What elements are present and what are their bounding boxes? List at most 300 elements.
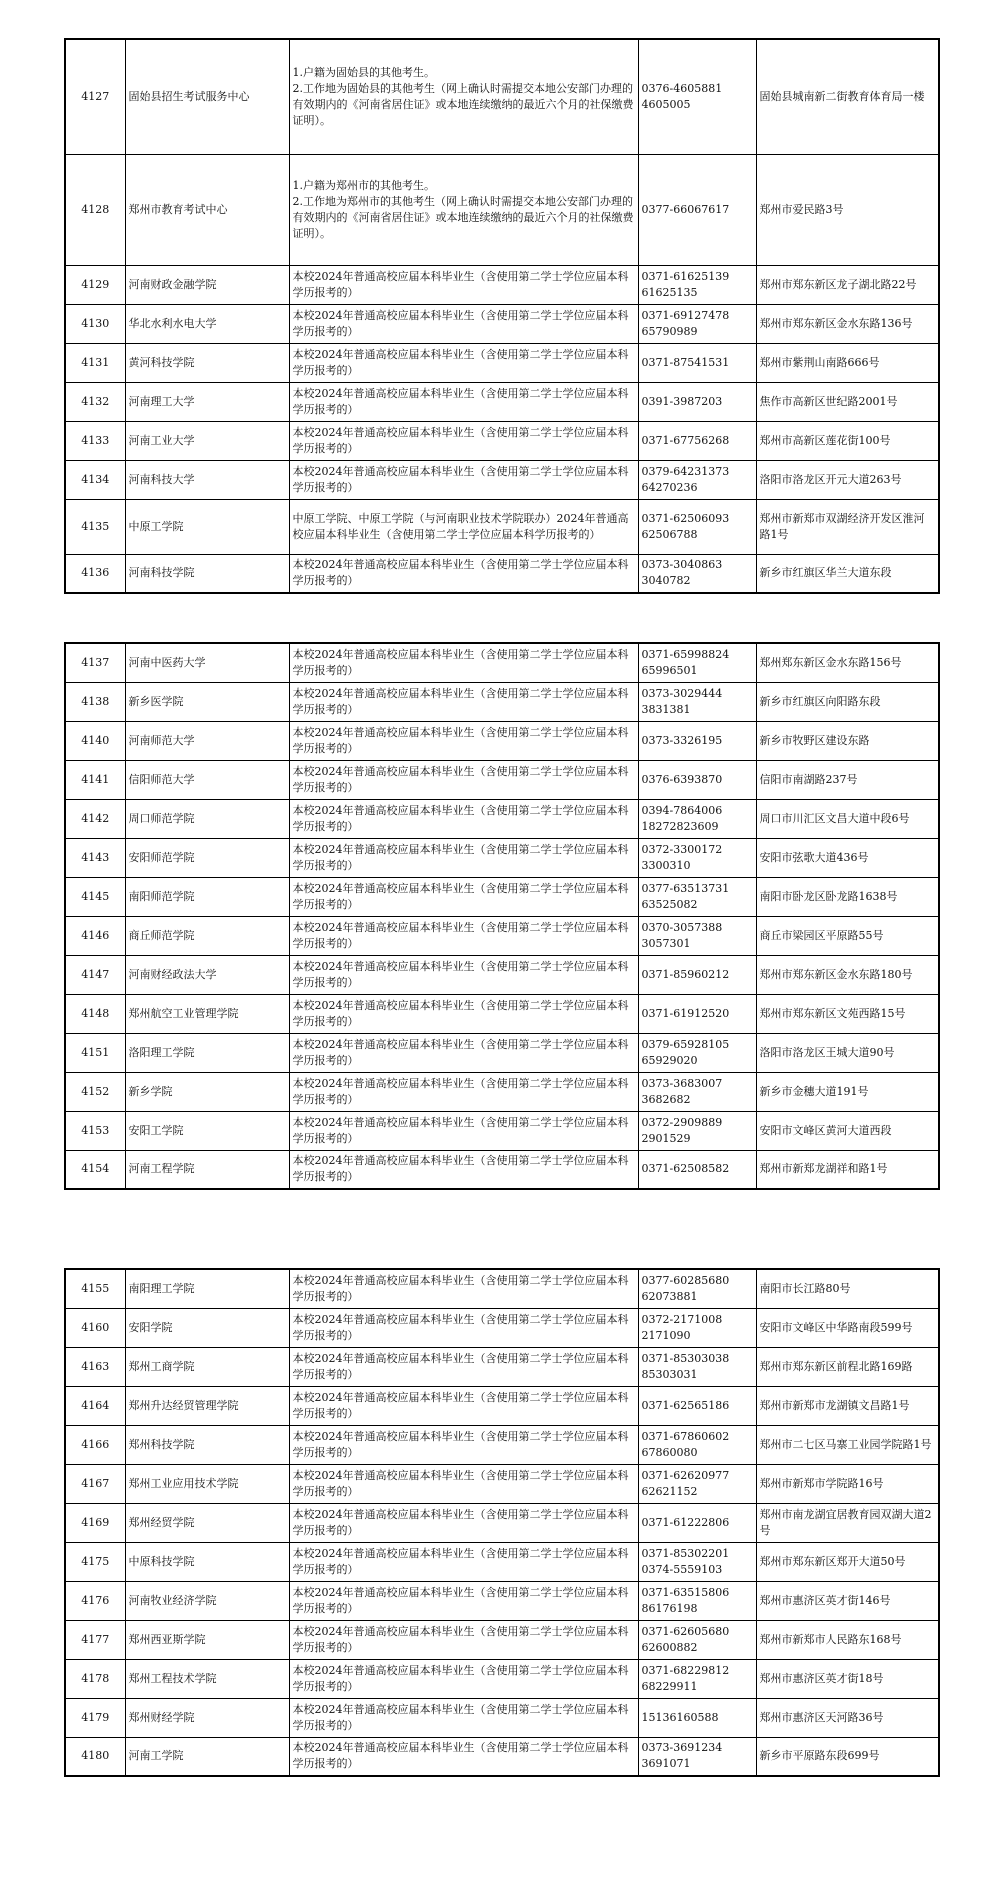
unit-name: 中原工学院 bbox=[125, 499, 289, 554]
table-row bbox=[65, 799, 939, 838]
phone-number: 0370-3057388 bbox=[641, 920, 723, 934]
unit-code: 4145 bbox=[65, 877, 125, 916]
registration-condition bbox=[289, 1698, 638, 1737]
phone-number: 0391-3987203 bbox=[641, 394, 723, 408]
unit-code: 4129 bbox=[65, 265, 125, 304]
registration-table-section-3 bbox=[64, 1268, 940, 1777]
registration-condition bbox=[289, 460, 638, 499]
contact-phone bbox=[638, 955, 756, 994]
phone-number: 0371-65998824 bbox=[641, 647, 730, 661]
registration-condition bbox=[289, 760, 638, 799]
table-row bbox=[65, 1620, 939, 1659]
registration-condition bbox=[289, 1620, 638, 1659]
registration-condition bbox=[289, 1308, 638, 1347]
registration-condition bbox=[289, 994, 638, 1033]
unit-name: 南阳师范学院 bbox=[125, 877, 289, 916]
table-row bbox=[65, 643, 939, 682]
unit-name: 黄河科技学院 bbox=[125, 343, 289, 382]
table-row bbox=[65, 1386, 939, 1425]
contact-phone bbox=[638, 1464, 756, 1503]
table-row bbox=[65, 154, 939, 265]
unit-code: 4151 bbox=[65, 1033, 125, 1072]
unit-name: 河南工程学院 bbox=[125, 1150, 289, 1189]
table-row bbox=[65, 1659, 939, 1698]
unit-code: 4176 bbox=[65, 1581, 125, 1620]
table-row bbox=[65, 1150, 939, 1189]
contact-phone bbox=[638, 1737, 756, 1776]
phone-number: 3040782 bbox=[641, 574, 691, 588]
table-row bbox=[65, 1698, 939, 1737]
unit-code: 4153 bbox=[65, 1111, 125, 1150]
unit-address: 郑州市郑东新区金水东路136号 bbox=[756, 304, 939, 343]
unit-code: 4163 bbox=[65, 1347, 125, 1386]
condition-line: 本校2024年普通高校应届本科毕业生（含使用第二学士学位应届本科学历报考的） bbox=[292, 1507, 629, 1537]
registration-condition bbox=[289, 1581, 638, 1620]
table-row bbox=[65, 265, 939, 304]
unit-name: 周口师范学院 bbox=[125, 799, 289, 838]
phone-number: 0376-6393870 bbox=[641, 772, 723, 786]
unit-code: 4148 bbox=[65, 994, 125, 1033]
unit-name: 郑州科技学院 bbox=[125, 1425, 289, 1464]
unit-address: 新乡市红旗区向阳路东段 bbox=[756, 682, 939, 721]
table-row bbox=[65, 382, 939, 421]
phone-number: 0377-66067617 bbox=[641, 202, 730, 216]
unit-code: 4130 bbox=[65, 304, 125, 343]
phone-number: 0371-63515806 bbox=[641, 1585, 730, 1599]
contact-phone bbox=[638, 554, 756, 593]
unit-code: 4133 bbox=[65, 421, 125, 460]
contact-phone bbox=[638, 1150, 756, 1189]
contact-phone bbox=[638, 265, 756, 304]
unit-address: 安阳市文峰区中华路南段599号 bbox=[756, 1308, 939, 1347]
table-row bbox=[65, 39, 939, 154]
phone-number: 0373-3691234 bbox=[641, 1741, 723, 1755]
unit-code: 4166 bbox=[65, 1425, 125, 1464]
unit-address: 郑州市二七区马寨工业园学院路1号 bbox=[756, 1425, 939, 1464]
unit-address: 新乡市红旗区华兰大道东段 bbox=[756, 554, 939, 593]
unit-name: 河南工学院 bbox=[125, 1737, 289, 1776]
phone-number: 0371-85303038 bbox=[641, 1351, 730, 1365]
phone-number: 62621152 bbox=[641, 1484, 698, 1498]
registration-condition bbox=[289, 421, 638, 460]
condition-line: 本校2024年普通高校应届本科毕业生（含使用第二学士学位应届本科学历报考的） bbox=[292, 764, 629, 794]
unit-name: 南阳理工学院 bbox=[125, 1269, 289, 1308]
registration-condition bbox=[289, 265, 638, 304]
condition-line: 本校2024年普通高校应届本科毕业生（含使用第二学士学位应届本科学历报考的） bbox=[292, 269, 629, 299]
registration-condition bbox=[289, 1072, 638, 1111]
condition-line: 本校2024年普通高校应届本科毕业生（含使用第二学士学位应届本科学历报考的） bbox=[292, 1429, 629, 1459]
registration-condition bbox=[289, 1737, 638, 1776]
unit-code: 4155 bbox=[65, 1269, 125, 1308]
contact-phone bbox=[638, 382, 756, 421]
unit-name: 洛阳理工学院 bbox=[125, 1033, 289, 1072]
unit-code: 4152 bbox=[65, 1072, 125, 1111]
condition-line: 本校2024年普通高校应届本科毕业生（含使用第二学士学位应届本科学历报考的） bbox=[292, 1546, 629, 1576]
registration-condition bbox=[289, 304, 638, 343]
unit-address: 焦作市高新区世纪路2001号 bbox=[756, 382, 939, 421]
unit-address: 洛阳市洛龙区王城大道90号 bbox=[756, 1033, 939, 1072]
table-row bbox=[65, 916, 939, 955]
unit-address: 郑州市南龙湖宜居教育园双湖大道2号 bbox=[756, 1503, 939, 1542]
unit-code: 4146 bbox=[65, 916, 125, 955]
registration-condition bbox=[289, 916, 638, 955]
phone-number: 0371-62620977 bbox=[641, 1468, 730, 1482]
phone-number: 0371-87541531 bbox=[641, 355, 730, 369]
contact-phone bbox=[638, 760, 756, 799]
phone-number: 0371-85960212 bbox=[641, 967, 730, 981]
unit-name: 河南工业大学 bbox=[125, 421, 289, 460]
unit-code: 4138 bbox=[65, 682, 125, 721]
phone-number: 0371-85302201 bbox=[641, 1546, 730, 1560]
condition-line: 本校2024年普通高校应届本科毕业生（含使用第二学士学位应届本科学历报考的） bbox=[292, 347, 629, 377]
unit-code: 4135 bbox=[65, 499, 125, 554]
contact-phone bbox=[638, 1308, 756, 1347]
unit-address: 郑州市新郑市人民路东168号 bbox=[756, 1620, 939, 1659]
registration-condition bbox=[289, 877, 638, 916]
condition-line: 本校2024年普通高校应届本科毕业生（含使用第二学士学位应届本科学历报考的） bbox=[292, 1076, 629, 1106]
registration-condition bbox=[289, 343, 638, 382]
condition-line: 中原工学院、中原工学院（与河南职业技术学院联办）2024年普通高校应届本科毕业生（含使用第二学士学位应届本科学历报考的） bbox=[292, 511, 629, 541]
unit-code: 4141 bbox=[65, 760, 125, 799]
condition-line: 本校2024年普通高校应届本科毕业生（含使用第二学士学位应届本科学历报考的） bbox=[292, 425, 629, 455]
phone-number: 3682682 bbox=[641, 1092, 691, 1106]
condition-line: 本校2024年普通高校应届本科毕业生（含使用第二学士学位应届本科学历报考的） bbox=[292, 558, 629, 588]
phone-number: 0371-62508582 bbox=[641, 1162, 730, 1176]
unit-address: 郑州郑东新区金水东路156号 bbox=[756, 643, 939, 682]
contact-phone bbox=[638, 838, 756, 877]
phone-number: 62600882 bbox=[641, 1640, 698, 1654]
registration-condition bbox=[289, 1150, 638, 1189]
phone-number: 3057301 bbox=[641, 936, 691, 950]
phone-number: 0371-62565186 bbox=[641, 1398, 730, 1412]
phone-number: 0371-61222806 bbox=[641, 1515, 730, 1529]
contact-phone bbox=[638, 1111, 756, 1150]
table-row bbox=[65, 1464, 939, 1503]
registration-table-section-2 bbox=[64, 642, 940, 1190]
phone-number: 62073881 bbox=[641, 1289, 698, 1303]
phone-number: 0371-68229812 bbox=[641, 1663, 730, 1677]
table-row bbox=[65, 994, 939, 1033]
phone-number: 0372-2909889 bbox=[641, 1115, 723, 1129]
phone-number: 3300310 bbox=[641, 858, 691, 872]
unit-name: 郑州升达经贸管理学院 bbox=[125, 1386, 289, 1425]
unit-address: 郑州市新郑市学院路16号 bbox=[756, 1464, 939, 1503]
phone-number: 3831381 bbox=[641, 702, 691, 716]
condition-line: 本校2024年普通高校应届本科毕业生（含使用第二学士学位应届本科学历报考的） bbox=[292, 1312, 629, 1342]
unit-address: 固始县城南新二街教育体育局一楼 bbox=[756, 39, 939, 154]
table-row bbox=[65, 1033, 939, 1072]
contact-phone bbox=[638, 1659, 756, 1698]
condition-line: 本校2024年普通高校应届本科毕业生（含使用第二学士学位应届本科学历报考的） bbox=[292, 1702, 629, 1732]
contact-phone bbox=[638, 1347, 756, 1386]
unit-code: 4177 bbox=[65, 1620, 125, 1659]
unit-name: 新乡学院 bbox=[125, 1072, 289, 1111]
registration-condition bbox=[289, 838, 638, 877]
unit-code: 4169 bbox=[65, 1503, 125, 1542]
unit-code: 4140 bbox=[65, 721, 125, 760]
unit-address: 南阳市卧龙区卧龙路1638号 bbox=[756, 877, 939, 916]
unit-code: 4132 bbox=[65, 382, 125, 421]
table-row bbox=[65, 304, 939, 343]
registration-condition bbox=[289, 1269, 638, 1308]
phone-number: 0371-61625139 bbox=[641, 269, 730, 283]
registration-condition bbox=[289, 1503, 638, 1542]
phone-number: 0372-3300172 bbox=[641, 842, 723, 856]
table-row bbox=[65, 1347, 939, 1386]
unit-name: 郑州西亚斯学院 bbox=[125, 1620, 289, 1659]
table-row bbox=[65, 1737, 939, 1776]
unit-address: 郑州市郑东新区郑开大道50号 bbox=[756, 1542, 939, 1581]
unit-address: 新乡市牧野区建设东路 bbox=[756, 721, 939, 760]
phone-number: 0379-64231373 bbox=[641, 464, 730, 478]
unit-address: 郑州市新郑龙湖祥和路1号 bbox=[756, 1150, 939, 1189]
phone-number: 0373-3029444 bbox=[641, 686, 723, 700]
unit-code: 4147 bbox=[65, 955, 125, 994]
unit-name: 固始县招生考试服务中心 bbox=[125, 39, 289, 154]
unit-code: 4160 bbox=[65, 1308, 125, 1347]
unit-name: 郑州财经学院 bbox=[125, 1698, 289, 1737]
unit-address: 郑州市惠济区英才街18号 bbox=[756, 1659, 939, 1698]
phone-number: 0373-3326195 bbox=[641, 733, 723, 747]
condition-line: 1.户籍为郑州市的其他考生。 bbox=[292, 178, 435, 192]
table-row bbox=[65, 554, 939, 593]
table-row bbox=[65, 343, 939, 382]
unit-name: 郑州工商学院 bbox=[125, 1347, 289, 1386]
registration-condition bbox=[289, 799, 638, 838]
table-row bbox=[65, 421, 939, 460]
condition-line: 2.工作地为郑州市的其他考生（网上确认时需提交本地公安部门办理的有效期内的《河南省居住证》或本地连续缴纳的最近六个月的社保缴费证明）。 bbox=[292, 194, 634, 240]
phone-number: 0371-62605680 bbox=[641, 1624, 730, 1638]
table-row bbox=[65, 955, 939, 994]
contact-phone bbox=[638, 1033, 756, 1072]
contact-phone bbox=[638, 916, 756, 955]
phone-number: 0374-5559103 bbox=[641, 1562, 723, 1576]
unit-name: 河南牧业经济学院 bbox=[125, 1581, 289, 1620]
unit-address: 洛阳市洛龙区开元大道263号 bbox=[756, 460, 939, 499]
phone-number: 15136160588 bbox=[641, 1710, 719, 1724]
phone-number: 62506788 bbox=[641, 527, 698, 541]
unit-name: 郑州工业应用技术学院 bbox=[125, 1464, 289, 1503]
contact-phone bbox=[638, 1620, 756, 1659]
registration-table-section-1 bbox=[64, 38, 940, 594]
condition-line: 本校2024年普通高校应届本科毕业生（含使用第二学士学位应届本科学历报考的） bbox=[292, 1154, 629, 1184]
unit-code: 4137 bbox=[65, 643, 125, 682]
unit-name: 信阳师范大学 bbox=[125, 760, 289, 799]
phone-number: 63525082 bbox=[641, 897, 698, 911]
table-row bbox=[65, 460, 939, 499]
unit-address: 郑州市爱民路3号 bbox=[756, 154, 939, 265]
condition-line: 本校2024年普通高校应届本科毕业生（含使用第二学士学位应届本科学历报考的） bbox=[292, 686, 629, 716]
phone-number: 18272823609 bbox=[641, 819, 719, 833]
registration-condition bbox=[289, 955, 638, 994]
condition-line: 本校2024年普通高校应届本科毕业生（含使用第二学士学位应届本科学历报考的） bbox=[292, 1468, 629, 1498]
condition-line: 2.工作地为固始县的其他考生（网上确认时需提交本地公安部门办理的有效期内的《河南省居住证》或本地连续缴纳的最近六个月的社保缴费证明）。 bbox=[292, 81, 634, 127]
registration-condition bbox=[289, 554, 638, 593]
phone-number: 65790989 bbox=[641, 324, 698, 338]
unit-address: 郑州市新郑市双湖经济开发区淮河路1号 bbox=[756, 499, 939, 554]
unit-name: 华北水利水电大学 bbox=[125, 304, 289, 343]
unit-name: 新乡医学院 bbox=[125, 682, 289, 721]
contact-phone bbox=[638, 1503, 756, 1542]
unit-address: 新乡市金穗大道191号 bbox=[756, 1072, 939, 1111]
table-row bbox=[65, 877, 939, 916]
unit-address: 郑州市新郑市龙湖镇文昌路1号 bbox=[756, 1386, 939, 1425]
unit-name: 郑州市教育考试中心 bbox=[125, 154, 289, 265]
unit-address: 郑州市郑东新区龙子湖北路22号 bbox=[756, 265, 939, 304]
table-row bbox=[65, 1581, 939, 1620]
phone-number: 86176198 bbox=[641, 1601, 698, 1615]
condition-line: 本校2024年普通高校应届本科毕业生（含使用第二学士学位应届本科学历报考的） bbox=[292, 1037, 629, 1067]
phone-number: 2901529 bbox=[641, 1131, 691, 1145]
contact-phone bbox=[638, 721, 756, 760]
unit-code: 4180 bbox=[65, 1737, 125, 1776]
unit-code: 4179 bbox=[65, 1698, 125, 1737]
condition-line: 本校2024年普通高校应届本科毕业生（含使用第二学士学位应届本科学历报考的） bbox=[292, 464, 629, 494]
phone-number: 61625135 bbox=[641, 285, 698, 299]
unit-code: 4127 bbox=[65, 39, 125, 154]
phone-number: 0372-2171008 bbox=[641, 1312, 723, 1326]
unit-address: 郑州市郑东新区文苑西路15号 bbox=[756, 994, 939, 1033]
unit-name: 河南师范大学 bbox=[125, 721, 289, 760]
table-row bbox=[65, 1072, 939, 1111]
contact-phone bbox=[638, 682, 756, 721]
phone-number: 3691071 bbox=[641, 1757, 691, 1771]
unit-code: 4178 bbox=[65, 1659, 125, 1698]
unit-name: 河南科技学院 bbox=[125, 554, 289, 593]
registration-condition bbox=[289, 1542, 638, 1581]
condition-line: 本校2024年普通高校应届本科毕业生（含使用第二学士学位应届本科学历报考的） bbox=[292, 647, 629, 677]
registration-condition bbox=[289, 1659, 638, 1698]
contact-phone bbox=[638, 1425, 756, 1464]
condition-line: 本校2024年普通高校应届本科毕业生（含使用第二学士学位应届本科学历报考的） bbox=[292, 1273, 629, 1303]
registration-condition bbox=[289, 1464, 638, 1503]
unit-name: 河南理工大学 bbox=[125, 382, 289, 421]
unit-code: 4143 bbox=[65, 838, 125, 877]
contact-phone bbox=[638, 643, 756, 682]
table-row bbox=[65, 838, 939, 877]
phone-number: 2171090 bbox=[641, 1328, 691, 1342]
unit-address: 安阳市弦歌大道436号 bbox=[756, 838, 939, 877]
unit-address: 郑州市惠济区英才街146号 bbox=[756, 1581, 939, 1620]
contact-phone bbox=[638, 1698, 756, 1737]
table-row bbox=[65, 1269, 939, 1308]
phone-number: 0371-62506093 bbox=[641, 511, 730, 525]
contact-phone bbox=[638, 304, 756, 343]
unit-address: 商丘市梁园区平原路55号 bbox=[756, 916, 939, 955]
phone-number: 0377-63513731 bbox=[641, 881, 730, 895]
registration-condition bbox=[289, 39, 638, 154]
condition-line: 本校2024年普通高校应届本科毕业生（含使用第二学士学位应届本科学历报考的） bbox=[292, 920, 629, 950]
unit-address: 郑州市紫荆山南路666号 bbox=[756, 343, 939, 382]
unit-name: 安阳工学院 bbox=[125, 1111, 289, 1150]
unit-address: 郑州市郑东新区前程北路169路 bbox=[756, 1347, 939, 1386]
contact-phone bbox=[638, 994, 756, 1033]
table-row bbox=[65, 682, 939, 721]
contact-phone bbox=[638, 154, 756, 265]
unit-name: 中原科技学院 bbox=[125, 1542, 289, 1581]
registration-condition bbox=[289, 643, 638, 682]
contact-phone bbox=[638, 39, 756, 154]
condition-line: 本校2024年普通高校应届本科毕业生（含使用第二学士学位应届本科学历报考的） bbox=[292, 1663, 629, 1693]
unit-name: 河南科技大学 bbox=[125, 460, 289, 499]
condition-line: 本校2024年普通高校应届本科毕业生（含使用第二学士学位应届本科学历报考的） bbox=[292, 998, 629, 1028]
unit-address: 信阳市南湖路237号 bbox=[756, 760, 939, 799]
phone-number: 85303031 bbox=[641, 1367, 698, 1381]
phone-number: 0379-65928105 bbox=[641, 1037, 730, 1051]
contact-phone bbox=[638, 1542, 756, 1581]
phone-number: 0376-4605881 bbox=[641, 81, 723, 95]
condition-line: 本校2024年普通高校应届本科毕业生（含使用第二学士学位应届本科学历报考的） bbox=[292, 1115, 629, 1145]
table-row bbox=[65, 760, 939, 799]
registration-condition bbox=[289, 1347, 638, 1386]
phone-number: 65929020 bbox=[641, 1053, 698, 1067]
phone-number: 64270236 bbox=[641, 480, 698, 494]
condition-line: 本校2024年普通高校应届本科毕业生（含使用第二学士学位应届本科学历报考的） bbox=[292, 959, 629, 989]
unit-name: 郑州航空工业管理学院 bbox=[125, 994, 289, 1033]
unit-name: 郑州经贸学院 bbox=[125, 1503, 289, 1542]
unit-name: 郑州工程技术学院 bbox=[125, 1659, 289, 1698]
unit-name: 河南财经政法大学 bbox=[125, 955, 289, 994]
condition-line: 本校2024年普通高校应届本科毕业生（含使用第二学士学位应届本科学历报考的） bbox=[292, 1741, 629, 1771]
unit-name: 安阳学院 bbox=[125, 1308, 289, 1347]
table-row bbox=[65, 1111, 939, 1150]
table-row bbox=[65, 721, 939, 760]
condition-line: 本校2024年普通高校应届本科毕业生（含使用第二学士学位应届本科学历报考的） bbox=[292, 725, 629, 755]
phone-number: 0377-60285680 bbox=[641, 1273, 730, 1287]
phone-number: 0373-3040863 bbox=[641, 558, 723, 572]
contact-phone bbox=[638, 1581, 756, 1620]
contact-phone bbox=[638, 343, 756, 382]
registration-condition bbox=[289, 721, 638, 760]
condition-line: 1.户籍为固始县的其他考生。 bbox=[292, 65, 435, 79]
contact-phone bbox=[638, 1072, 756, 1111]
contact-phone bbox=[638, 877, 756, 916]
unit-name: 安阳师范学院 bbox=[125, 838, 289, 877]
registration-condition bbox=[289, 1386, 638, 1425]
registration-condition bbox=[289, 154, 638, 265]
table-row bbox=[65, 1308, 939, 1347]
unit-code: 4142 bbox=[65, 799, 125, 838]
condition-line: 本校2024年普通高校应届本科毕业生（含使用第二学士学位应届本科学历报考的） bbox=[292, 842, 629, 872]
unit-name: 商丘师范学院 bbox=[125, 916, 289, 955]
contact-phone bbox=[638, 1269, 756, 1308]
phone-number: 0371-61912520 bbox=[641, 1006, 730, 1020]
registration-condition bbox=[289, 1425, 638, 1464]
unit-code: 4175 bbox=[65, 1542, 125, 1581]
registration-condition bbox=[289, 1033, 638, 1072]
unit-code: 4134 bbox=[65, 460, 125, 499]
contact-phone bbox=[638, 421, 756, 460]
unit-name: 河南中医药大学 bbox=[125, 643, 289, 682]
unit-code: 4128 bbox=[65, 154, 125, 265]
phone-number: 65996501 bbox=[641, 663, 698, 677]
registration-condition bbox=[289, 499, 638, 554]
unit-address: 郑州市高新区莲花街100号 bbox=[756, 421, 939, 460]
contact-phone bbox=[638, 799, 756, 838]
table-row bbox=[65, 1503, 939, 1542]
registration-condition bbox=[289, 682, 638, 721]
unit-code: 4164 bbox=[65, 1386, 125, 1425]
registration-condition bbox=[289, 382, 638, 421]
phone-number: 0371-69127478 bbox=[641, 308, 730, 322]
phone-number: 68229911 bbox=[641, 1679, 698, 1693]
condition-line: 本校2024年普通高校应届本科毕业生（含使用第二学士学位应届本科学历报考的） bbox=[292, 1624, 629, 1654]
contact-phone bbox=[638, 1386, 756, 1425]
phone-number: 4605005 bbox=[641, 97, 691, 111]
unit-code: 4131 bbox=[65, 343, 125, 382]
condition-line: 本校2024年普通高校应届本科毕业生（含使用第二学士学位应届本科学历报考的） bbox=[292, 1351, 629, 1381]
phone-number: 0371-67756268 bbox=[641, 433, 730, 447]
